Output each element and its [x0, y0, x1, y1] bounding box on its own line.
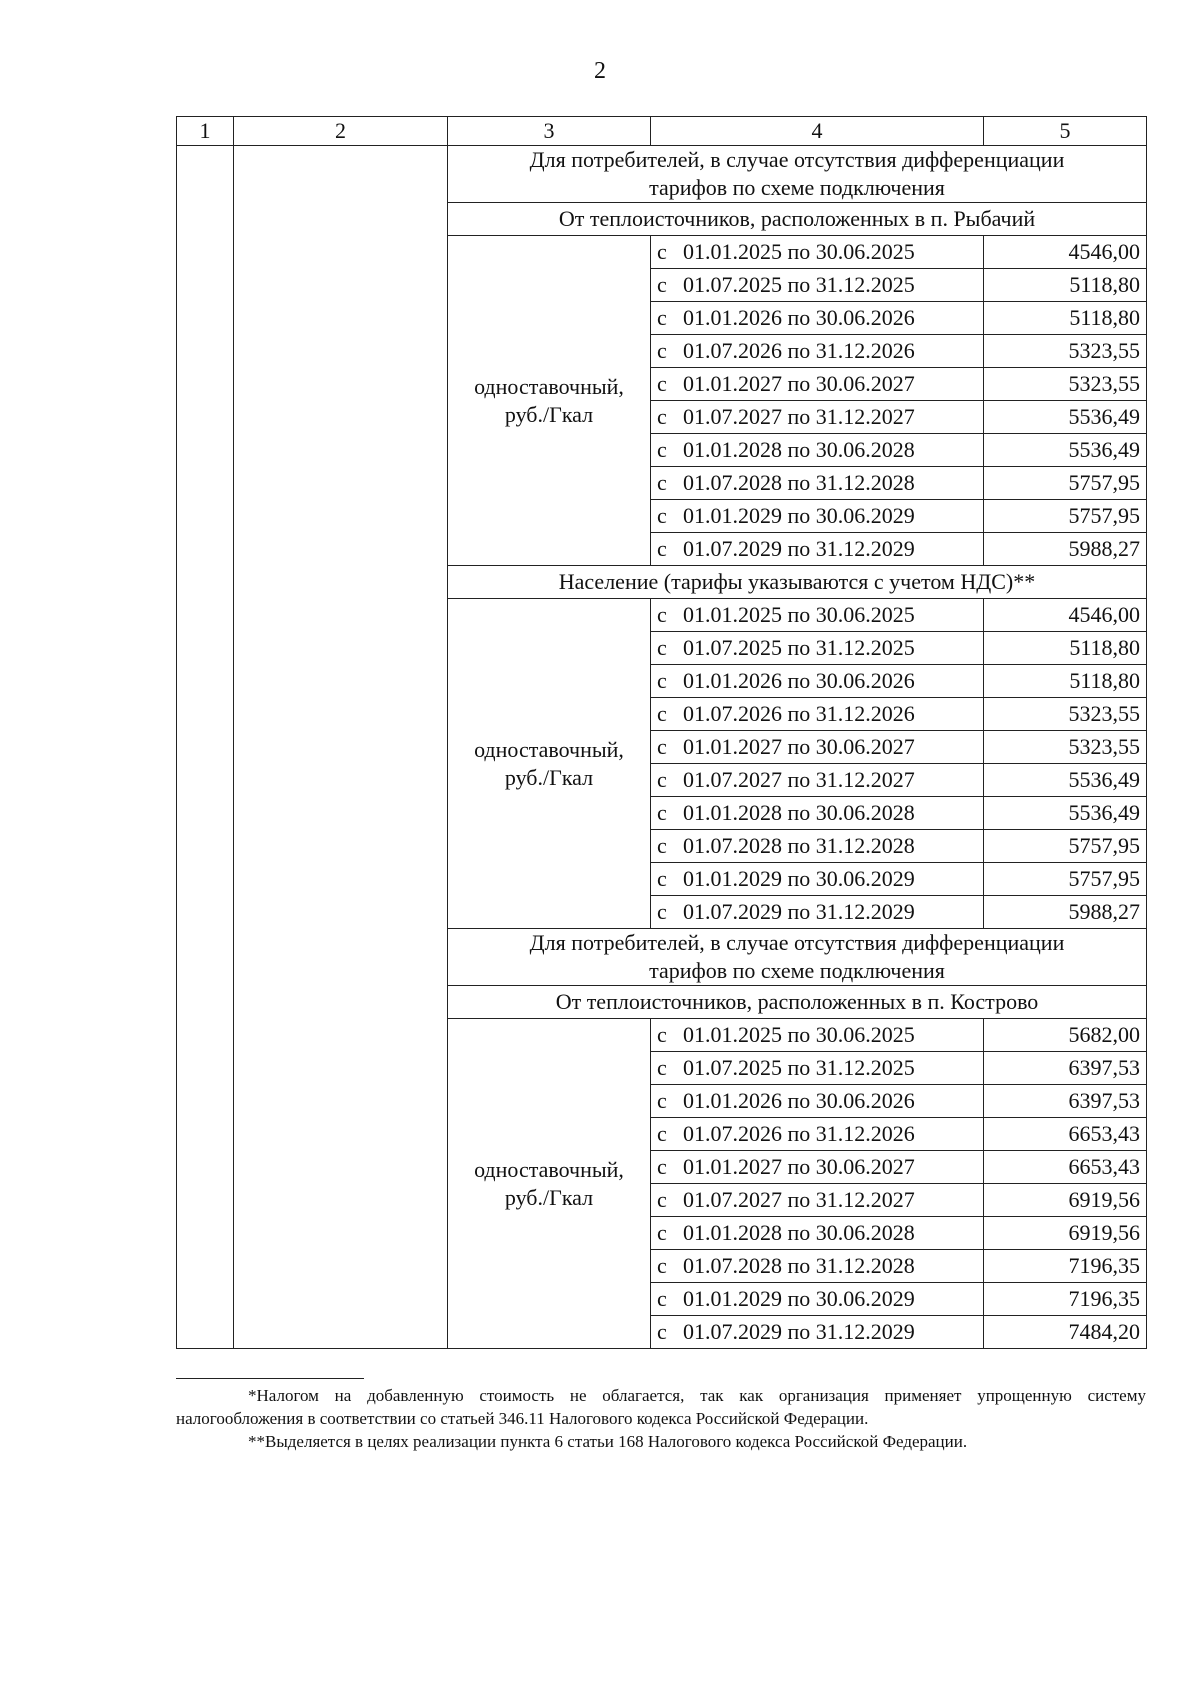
period-cell	[651, 1052, 984, 1085]
tariff-value: 5118,80	[984, 302, 1147, 335]
tariff-value: 5757,95	[984, 830, 1147, 863]
section-heading-line: Для потребителей, в случае отсутствия дифференциации	[529, 930, 1065, 955]
tariff-type-line: одноставочный,	[474, 736, 624, 762]
period-range: 01.07.2026 по 31.12.2026	[683, 338, 915, 363]
period-cell	[651, 368, 984, 401]
period-range: 01.07.2028 по 31.12.2028	[683, 1253, 915, 1278]
tariff-value: 5757,95	[984, 500, 1147, 533]
period-cell	[651, 269, 984, 302]
period-cell	[651, 500, 984, 533]
column-1-cell	[177, 146, 234, 1349]
period-range: 01.07.2029 по 31.12.2029	[683, 899, 915, 924]
period-cell	[651, 401, 984, 434]
page-number: 2	[594, 58, 606, 84]
period-prefix: с	[657, 668, 667, 693]
tariff-value: 5118,80	[984, 632, 1147, 665]
period-range: 01.07.2027 по 31.12.2027	[683, 767, 915, 792]
period-range: 01.01.2029 по 30.06.2029	[683, 1286, 915, 1311]
period-range: 01.01.2026 по 30.06.2026	[683, 305, 915, 330]
column-2-cell	[234, 146, 448, 1349]
tariff-type-line: руб./Гкал	[504, 1184, 594, 1210]
period-range: 01.07.2025 по 31.12.2025	[683, 635, 915, 660]
period-cell	[651, 1151, 984, 1184]
tariff-value: 6397,53	[984, 1052, 1147, 1085]
period-range: 01.01.2025 по 30.06.2025	[683, 602, 915, 627]
period-prefix: с	[657, 1220, 667, 1245]
tariff-value: 5323,55	[984, 731, 1147, 764]
period-prefix: с	[657, 899, 667, 924]
period-cell	[651, 731, 984, 764]
period-range: 01.07.2025 по 31.12.2025	[683, 1055, 915, 1080]
period-range: 01.01.2028 по 30.06.2028	[683, 1220, 915, 1245]
period-cell	[651, 236, 984, 269]
section-heading-line: Население (тарифы указываются с учетом НДС)**	[558, 569, 1036, 594]
period-range: 01.07.2025 по 31.12.2025	[683, 272, 915, 297]
period-prefix: с	[657, 1319, 667, 1344]
section-heading	[448, 566, 1147, 599]
period-prefix: с	[657, 767, 667, 792]
column-header-1: 1	[177, 117, 234, 146]
tariff-value: 7196,35	[984, 1283, 1147, 1316]
period-prefix: с	[657, 635, 667, 660]
tariff-value: 5988,27	[984, 896, 1147, 929]
tariff-value: 6653,43	[984, 1151, 1147, 1184]
period-prefix: с	[657, 833, 667, 858]
tariff-value: 5757,95	[984, 863, 1147, 896]
period-cell	[651, 797, 984, 830]
period-range: 01.01.2025 по 30.06.2025	[683, 1022, 915, 1047]
tariff-value: 5536,49	[984, 434, 1147, 467]
period-prefix: с	[657, 404, 667, 429]
tariff-type-cell	[448, 1019, 651, 1349]
tariff-value: 5988,27	[984, 533, 1147, 566]
tariff-value: 6397,53	[984, 1085, 1147, 1118]
tariff-value: 6919,56	[984, 1217, 1147, 1250]
tariff-value: 6653,43	[984, 1118, 1147, 1151]
section-heading-line: Для потребителей, в случае отсутствия дифференциации	[529, 147, 1065, 172]
tariff-value: 5536,49	[984, 401, 1147, 434]
period-cell	[651, 1118, 984, 1151]
section-row	[177, 146, 1147, 203]
tariff-value: 5323,55	[984, 368, 1147, 401]
period-prefix: с	[657, 437, 667, 462]
period-cell	[651, 434, 984, 467]
subsection-heading: От теплоисточников, расположенных в п. Кострово	[448, 986, 1147, 1019]
period-prefix: с	[657, 800, 667, 825]
period-cell	[651, 1250, 984, 1283]
period-range: 01.07.2028 по 31.12.2028	[683, 833, 915, 858]
tariff-value: 5536,49	[984, 797, 1147, 830]
period-cell	[651, 1316, 984, 1349]
period-prefix: с	[657, 1286, 667, 1311]
tariff-value: 5757,95	[984, 467, 1147, 500]
period-cell	[651, 599, 984, 632]
period-cell	[651, 1283, 984, 1316]
tariff-value: 5682,00	[984, 1019, 1147, 1052]
period-range: 01.01.2027 по 30.06.2027	[683, 371, 915, 396]
period-cell	[651, 1184, 984, 1217]
period-range: 01.01.2027 по 30.06.2027	[683, 734, 915, 759]
section-heading	[448, 929, 1147, 986]
period-prefix: с	[657, 536, 667, 561]
footnote-2: **Выделяется в целях реализации пункта 6 статьи 168 Налогового кодекса Российской Федерации.	[248, 1432, 968, 1451]
period-range: 01.01.2028 по 30.06.2028	[683, 437, 915, 462]
period-cell	[651, 1019, 984, 1052]
period-range: 01.07.2026 по 31.12.2026	[683, 701, 915, 726]
period-cell	[651, 632, 984, 665]
tariff-value: 5536,49	[984, 764, 1147, 797]
period-prefix: с	[657, 371, 667, 396]
tariff-type-line: руб./Гкал	[504, 764, 594, 790]
period-range: 01.01.2026 по 30.06.2026	[683, 1088, 915, 1113]
section-heading-line: тарифов по схеме подключения	[649, 958, 945, 983]
period-prefix: с	[657, 1253, 667, 1278]
column-header-2: 2	[234, 117, 448, 146]
column-header-5: 5	[984, 117, 1147, 146]
period-range: 01.07.2028 по 31.12.2028	[683, 470, 915, 495]
tariff-table-body	[177, 117, 1147, 1349]
tariff-value: 5323,55	[984, 698, 1147, 731]
period-prefix: с	[657, 1055, 667, 1080]
period-prefix: с	[657, 602, 667, 627]
period-prefix: с	[657, 1088, 667, 1113]
period-prefix: с	[657, 305, 667, 330]
period-prefix: с	[657, 866, 667, 891]
column-header-3: 3	[448, 117, 651, 146]
period-cell	[651, 863, 984, 896]
tariff-type-line: одноставочный,	[474, 1156, 624, 1182]
period-range: 01.07.2026 по 31.12.2026	[683, 1121, 915, 1146]
period-range: 01.01.2026 по 30.06.2026	[683, 668, 915, 693]
tariff-type-cell	[448, 599, 651, 929]
period-prefix: с	[657, 239, 667, 264]
tariff-value: 4546,00	[984, 236, 1147, 269]
period-cell	[651, 302, 984, 335]
tariff-type-cell	[448, 236, 651, 566]
period-prefix: с	[657, 1187, 667, 1212]
period-range: 01.01.2028 по 30.06.2028	[683, 800, 915, 825]
footnotes	[176, 1384, 1146, 1453]
period-range: 01.07.2029 по 31.12.2029	[683, 1319, 915, 1344]
period-cell	[651, 533, 984, 566]
period-cell	[651, 698, 984, 731]
footnote-divider	[176, 1378, 364, 1379]
tariff-value: 7196,35	[984, 1250, 1147, 1283]
period-cell	[651, 335, 984, 368]
period-range: 01.01.2025 по 30.06.2025	[683, 239, 915, 264]
tariff-value: 5118,80	[984, 665, 1147, 698]
tariff-type-line: одноставочный,	[474, 373, 624, 399]
period-cell	[651, 764, 984, 797]
tariff-value: 5118,80	[984, 269, 1147, 302]
header-row	[177, 117, 1147, 146]
period-prefix: с	[657, 272, 667, 297]
footnote-1: *Налогом на добавленную стоимость не облагается, так как организация применяет упрощенную систему налогообложения в соответствии со статьей 346.11 Налогового кодекса Российской Федерации.	[176, 1386, 1146, 1428]
period-cell	[651, 467, 984, 500]
tariff-value: 6919,56	[984, 1184, 1147, 1217]
period-prefix: с	[657, 1154, 667, 1179]
period-prefix: с	[657, 701, 667, 726]
period-range: 01.07.2029 по 31.12.2029	[683, 536, 915, 561]
period-cell	[651, 896, 984, 929]
period-range: 01.01.2029 по 30.06.2029	[683, 866, 915, 891]
period-prefix: с	[657, 1022, 667, 1047]
column-header-4: 4	[651, 117, 984, 146]
period-prefix: с	[657, 470, 667, 495]
period-prefix: с	[657, 503, 667, 528]
period-cell	[651, 1085, 984, 1118]
section-heading-line: тарифов по схеме подключения	[649, 175, 945, 200]
tariff-value: 7484,20	[984, 1316, 1147, 1349]
period-range: 01.01.2027 по 30.06.2027	[683, 1154, 915, 1179]
tariff-value: 4546,00	[984, 599, 1147, 632]
period-cell	[651, 665, 984, 698]
tariff-type-line: руб./Гкал	[504, 401, 594, 427]
period-prefix: с	[657, 1121, 667, 1146]
section-heading	[448, 146, 1147, 203]
period-prefix: с	[657, 734, 667, 759]
period-cell	[651, 1217, 984, 1250]
period-prefix: с	[657, 338, 667, 363]
subsection-heading: От теплоисточников, расположенных в п. Рыбачий	[448, 203, 1147, 236]
period-range: 01.07.2027 по 31.12.2027	[683, 1187, 915, 1212]
period-cell	[651, 830, 984, 863]
tariff-table	[176, 116, 1147, 1349]
period-range: 01.07.2027 по 31.12.2027	[683, 404, 915, 429]
tariff-value: 5323,55	[984, 335, 1147, 368]
period-range: 01.01.2029 по 30.06.2029	[683, 503, 915, 528]
